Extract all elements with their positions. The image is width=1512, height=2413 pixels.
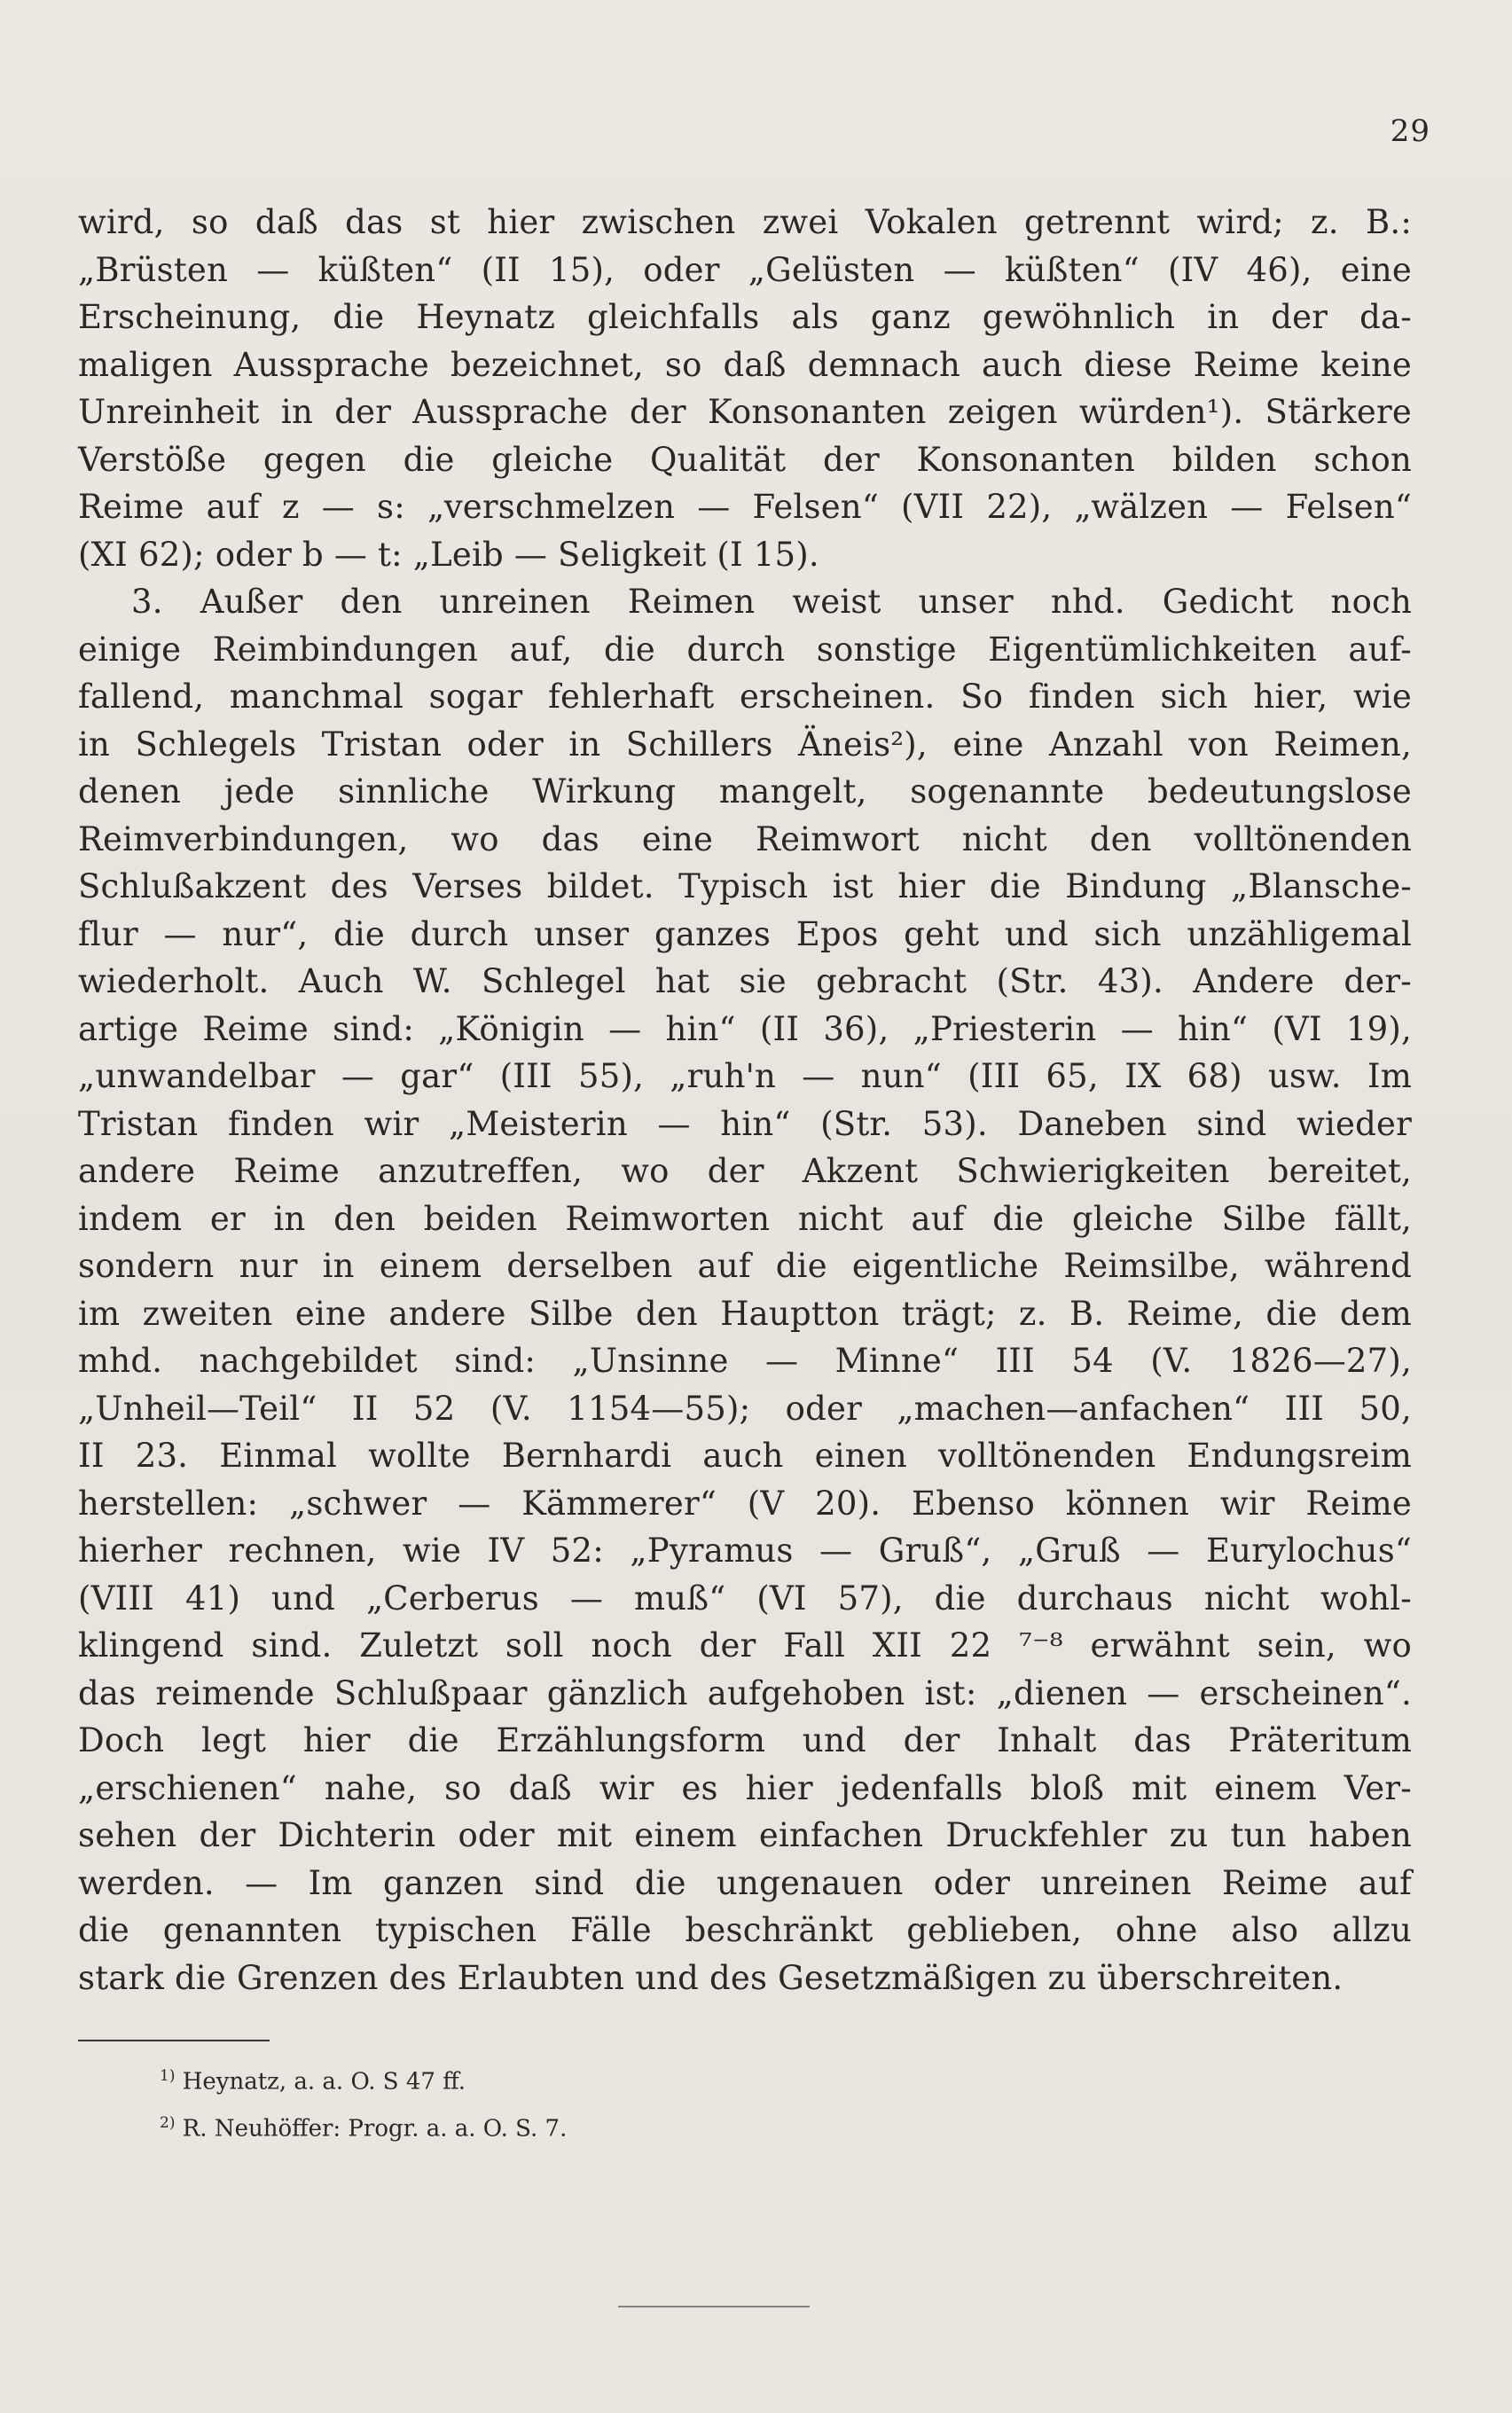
text-line: II 23. Einmal wollte Bernhardi auch einen volltönenden Endungsreim [78,1437,1412,1475]
text-line: Verstöße gegen die gleiche Qualität der Konsonanten bilden schon [78,440,1412,479]
footnote-1 [160,2056,1224,2103]
text-line: wird, so daß das st hier zwischen zwei Vokalen getrennt wird; z. B.: [78,203,1412,241]
text-line: sondern nur in einem derselben auf die eigentliche Reimsilbe, während [78,1247,1412,1285]
text-line: Schlußakzent des Verses bildet. Typisch ist hier die Bindung „Blansche- [78,867,1412,905]
text-line: Tristan finden wir „Meisterin — hin“ (Str. 53). Daneben sind wieder [78,1104,1412,1143]
text-line: indem er in den beiden Reimworten nicht auf die gleiche Silbe fällt, [78,1199,1412,1238]
text-line: artige Reime sind: „Königin — hin“ (II 36), „Priesterin — hin“ (VI 19), [78,1009,1412,1048]
text-line: maligen Aussprache bezeichnet, so daß demnach auch diese Reime keine [78,345,1412,384]
text-line: Reimverbindungen, wo das eine Reimwort nicht den volltönenden [78,819,1412,858]
text-line: 3. Außer den unreinen Reimen weist unser nhd. Gedicht noch [131,583,1412,621]
text-line: im zweiten eine andere Silbe den Hauptton trägt; z. B. Reime, die dem [78,1294,1412,1333]
text-line: in Schlegels Tristan oder in Schillers Äneis²), eine Anzahl von Reimen, [78,725,1412,764]
text-line: klingend sind. Zuletzt soll noch der Fall XII 22 ⁷⁻⁸ erwähnt sein, wo [78,1626,1412,1665]
footnote-text: Heynatz, a. a. O. S 47 ff. [182,2068,466,2096]
text-line: Unreinheit in der Aussprache der Konsonanten zeigen würden¹). Stärkere [78,393,1412,431]
page-number: 29 [1390,114,1430,149]
footnote-text: R. Neuhöffer: Progr. a. a. O. S. 7. [182,2115,568,2143]
text-line: andere Reime anzutreffen, wo der Akzent Schwierigkeiten bereitet, [78,1152,1412,1190]
text-line: das reimende Schlußpaar gänzlich aufgehoben ist: „dienen — erscheinen“. [78,1673,1412,1712]
text-line: Erscheinung, die Heynatz gleichfalls als ganz gewöhnlich in der da- [78,298,1412,336]
footnote-2 [160,2103,1224,2150]
text-line: denen jede sinnliche Wirkung mangelt, sogenannte bedeutungslose [78,772,1412,811]
text-line: wiederholt. Auch W. Schlegel hat sie gebracht (Str. 43). Andere der- [78,962,1412,1000]
text-line: „unwandelbar — gar“ (III 55), „ruh'n — nun“ (III 65, IX 68) usw. Im [78,1057,1412,1095]
bleed-through-rule [618,2306,810,2307]
text-line: stark die Grenzen des Erlaubten und des Gesetzmäßigen zu überschreiten. [78,1958,1344,1997]
text-line: die genannten typischen Fälle beschränkt geblieben, ohne also allzu [78,1911,1412,1949]
text-line: herstellen: „schwer — Kämmerer“ (V 20). Ebenso können wir Reime [78,1484,1412,1523]
text-line: fallend, manchmal sogar fehlerhaft erscheinen. So finden sich hier, wie [78,678,1412,716]
text-line: (XI 62); oder b — t: „Leib — Seligkeit (I 15). [78,535,819,574]
footnotes [160,2056,1224,2149]
text-line: flur — nur“, die durch unser ganzes Epos geht und sich unzähligemal [78,914,1412,953]
footnote-marker: 1) [160,2067,176,2085]
body-text [78,199,1412,2002]
text-line: Reime auf z — s: „verschmelzen — Felsen“ (VII 22), „wälzen — Felsen“ [78,488,1412,526]
text-line: sehen der Dichterin oder mit einem einfachen Druckfehler zu tun haben [78,1816,1412,1854]
footnote-marker: 2) [160,2113,176,2132]
text-line: (VIII 41) und „Cerberus — muß“ (VI 57), die durchaus nicht wohl- [78,1579,1412,1618]
text-line: „erschienen“ nahe, so daß wir es hier jedenfalls bloß mit einem Ver- [78,1768,1412,1807]
text-line: einige Reimbindungen auf, die durch sonstige Eigentümlichkeiten auf- [78,630,1412,669]
text-line: hierher rechnen, wie IV 52: „Pyramus — Gruß“, „Gruß — Eurylochus“ [78,1532,1412,1570]
text-line: werden. — Im ganzen sind die ungenauen oder unreinen Reime auf [78,1863,1412,1902]
text-line: mhd. nachgebildet sind: „Unsinne — Minne“ III 54 (V. 1826—27), [78,1342,1412,1380]
footnote-rule [78,2040,270,2041]
text-line: „Unheil—Teil“ II 52 (V. 1154—55); oder „machen—anfachen“ III 50, [78,1389,1412,1428]
text-line: Doch legt hier die Erzählungsform und der Inhalt das Präteritum [78,1721,1412,1759]
text-line: „Brüsten — küßten“ (II 15), oder „Gelüsten — küßten“ (IV 46), eine [78,250,1412,289]
